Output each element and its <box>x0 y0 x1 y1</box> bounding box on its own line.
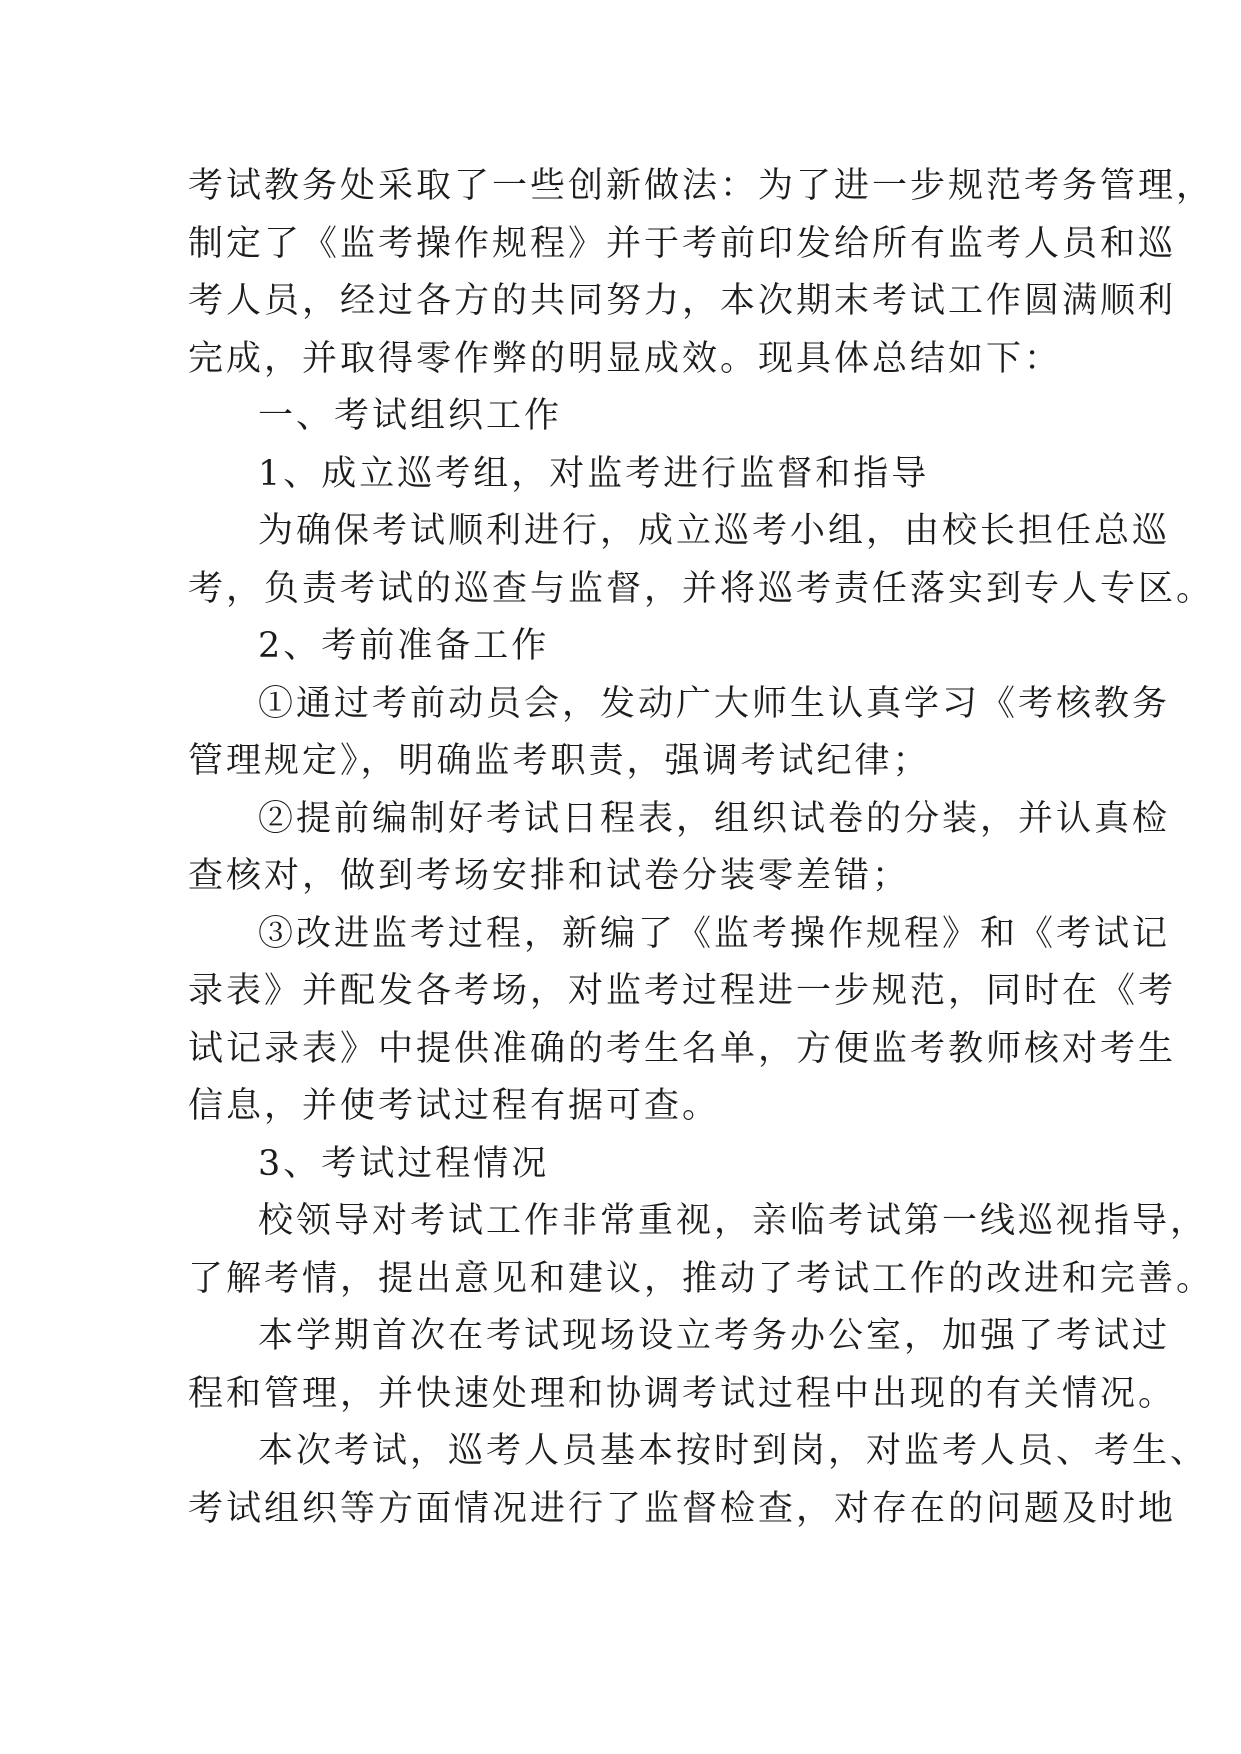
text-line: 制定了《监考操作规程》并于考前印发给所有监考人员和巡 <box>188 223 1177 264</box>
text-line: 考，负责考试的巡查与监督，并将巡考责任落实到专人专区。 <box>188 568 1215 609</box>
text-line: ①通过考前动员会，发动广大师生认真学习《考核教务 <box>258 683 1171 724</box>
text-line: 2、考前准备工作 <box>258 626 550 666</box>
text-line: 完成，并取得零作弊的明显成效。现具体总结如下： <box>188 338 1063 379</box>
text-line: 一、考试组织工作 <box>258 396 563 436</box>
text-line: 信息，并使考试过程有据可查。 <box>188 1086 721 1126</box>
text-line: ②提前编制好考试日程表，组织试卷的分装，并认真检 <box>258 798 1171 839</box>
text-line: 考人员，经过各方的共同努力，本次期末考试工作圆满顺利 <box>188 281 1177 321</box>
text-line: 考试组织等方面情况进行了监督检查，对存在的问题及时地 <box>188 1488 1177 1529</box>
document-body <box>188 158 1215 1538</box>
text-line: 本学期首次在考试现场设立考务办公室，加强了考试过 <box>258 1316 1171 1356</box>
text-line: 了解考情，提出意见和建议，推动了考试工作的改进和完善。 <box>188 1258 1215 1299</box>
text-line: ③改进监考过程，新编了《监考操作规程》和《考试记 <box>258 913 1171 954</box>
text-line: 为确保考试顺利进行，成立巡考小组，由校长担任总巡 <box>258 511 1171 551</box>
text-line: 本次考试，巡考人员基本按时到岗，对监考人员、考生、 <box>258 1431 1209 1471</box>
text-line: 校领导对考试工作非常重视，亲临考试第一线巡视指导， <box>258 1201 1209 1241</box>
text-line: 管理规定》，明确监考职责，强调考试纪律； <box>188 741 931 781</box>
text-line: 试记录表》中提供准确的考生名单，方便监考教师核对考生 <box>188 1028 1177 1069</box>
text-line: 程和管理，并快速处理和协调考试过程中出现的有关情况。 <box>188 1373 1177 1414</box>
text-line: 考试教务处采取了一些创新做法：为了进一步规范考务管理， <box>188 166 1215 206</box>
text-line: 录表》并配发各考场，对监考过程进一步规范，同时在《考 <box>188 971 1177 1011</box>
text-line: 3、考试过程情况 <box>258 1143 550 1184</box>
text-line: 1、成立巡考组，对监考进行监督和指导 <box>258 453 930 494</box>
text-line: 查核对，做到考场安排和试卷分装零差错； <box>188 856 911 896</box>
